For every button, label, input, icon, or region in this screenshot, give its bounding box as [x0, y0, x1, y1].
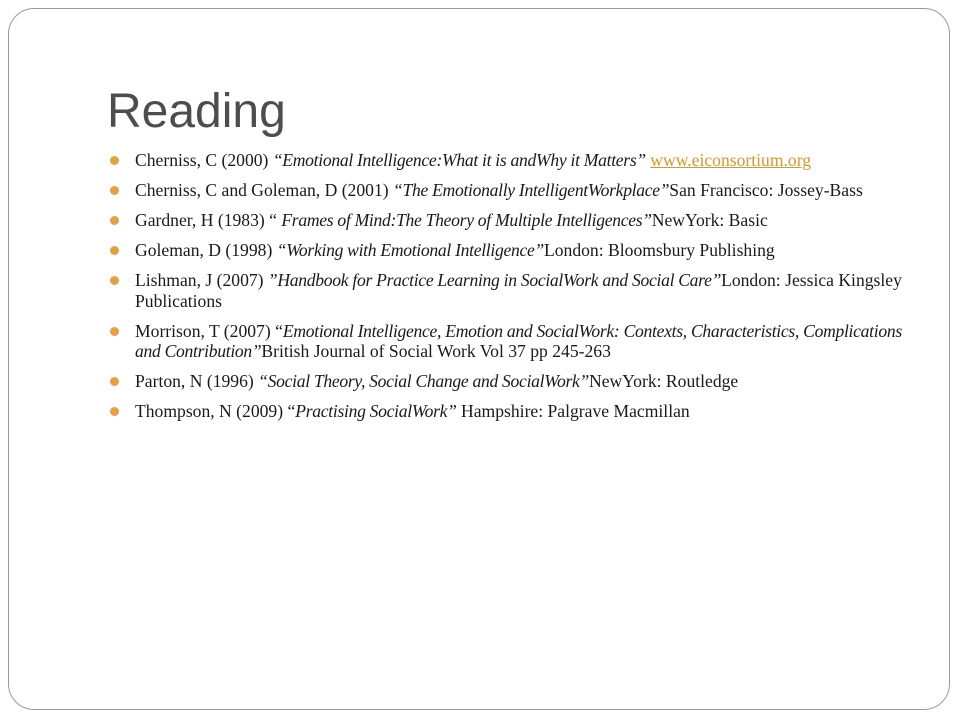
reference-item: [107, 401, 907, 422]
reference-item: [107, 150, 907, 171]
reference-title: “Emotional Intelligence:What it is andWhy it Matters”: [272, 150, 646, 170]
reference-author: Goleman, D (1998): [135, 240, 277, 260]
reference-author: Gardner, H (1983) “: [135, 210, 282, 230]
bullet-icon: [110, 276, 119, 285]
reference-item: [107, 180, 907, 201]
reference-publisher: NewYork: Routledge: [589, 371, 739, 391]
reference-publisher: London: Bloomsbury Publishing: [544, 240, 775, 260]
reference-title: “Working with Emotional Intelligence”: [276, 240, 544, 260]
reference-link[interactable]: www.eiconsortium.org: [650, 150, 812, 170]
reference-publisher: British Journal of Social Work Vol 37 pp 245-263: [261, 341, 611, 361]
slide-title: Reading: [107, 85, 286, 138]
reference-list: [107, 150, 907, 431]
reference-publisher: NewYork: Basic: [651, 210, 768, 230]
reference-author: Cherniss, C and Goleman, D (2001): [135, 180, 394, 200]
reference-title: Practising SocialWork”: [295, 401, 457, 421]
reference-item: [107, 240, 907, 261]
bullet-icon: [110, 377, 119, 386]
reference-publisher: Hampshire: Palgrave Macmillan: [456, 401, 690, 421]
reference-author: Thompson, N (2009) “: [135, 401, 296, 421]
reference-publisher: London: Jessica Kingsley Publications: [135, 270, 902, 311]
reference-item: [107, 371, 907, 392]
reference-author: Lishman, J (2007): [135, 270, 268, 290]
reference-item: [107, 210, 907, 231]
reference-title: Frames of Mind:The Theory of Multiple Intelligences”: [281, 210, 652, 230]
reference-title: “The Emotionally IntelligentWorkplace”: [393, 180, 670, 200]
bullet-icon: [110, 246, 119, 255]
bullet-icon: [110, 216, 119, 225]
reference-author: Morrison, T (2007) “: [135, 320, 283, 341]
reference-title: Emotional Intelligence, Emotion and SocialWork: Contexts, Characteristics, Complications and Contribution”: [135, 320, 902, 361]
reference-title: ”Handbook for Practice Learning in SocialWork and Social Care”: [267, 270, 722, 290]
reference-author: Cherniss, C (2000): [135, 150, 273, 170]
reference-item: [107, 321, 907, 362]
bullet-icon: [110, 407, 119, 416]
bullet-icon: [110, 156, 119, 165]
reference-title: “Social Theory, Social Change and SocialWork”: [258, 371, 590, 391]
reference-author: Parton, N (1996): [135, 371, 259, 391]
reference-item: [107, 270, 907, 311]
bullet-icon: [110, 186, 119, 195]
bullet-icon: [110, 327, 119, 336]
reference-publisher: San Francisco: Jossey-Bass: [669, 180, 863, 200]
